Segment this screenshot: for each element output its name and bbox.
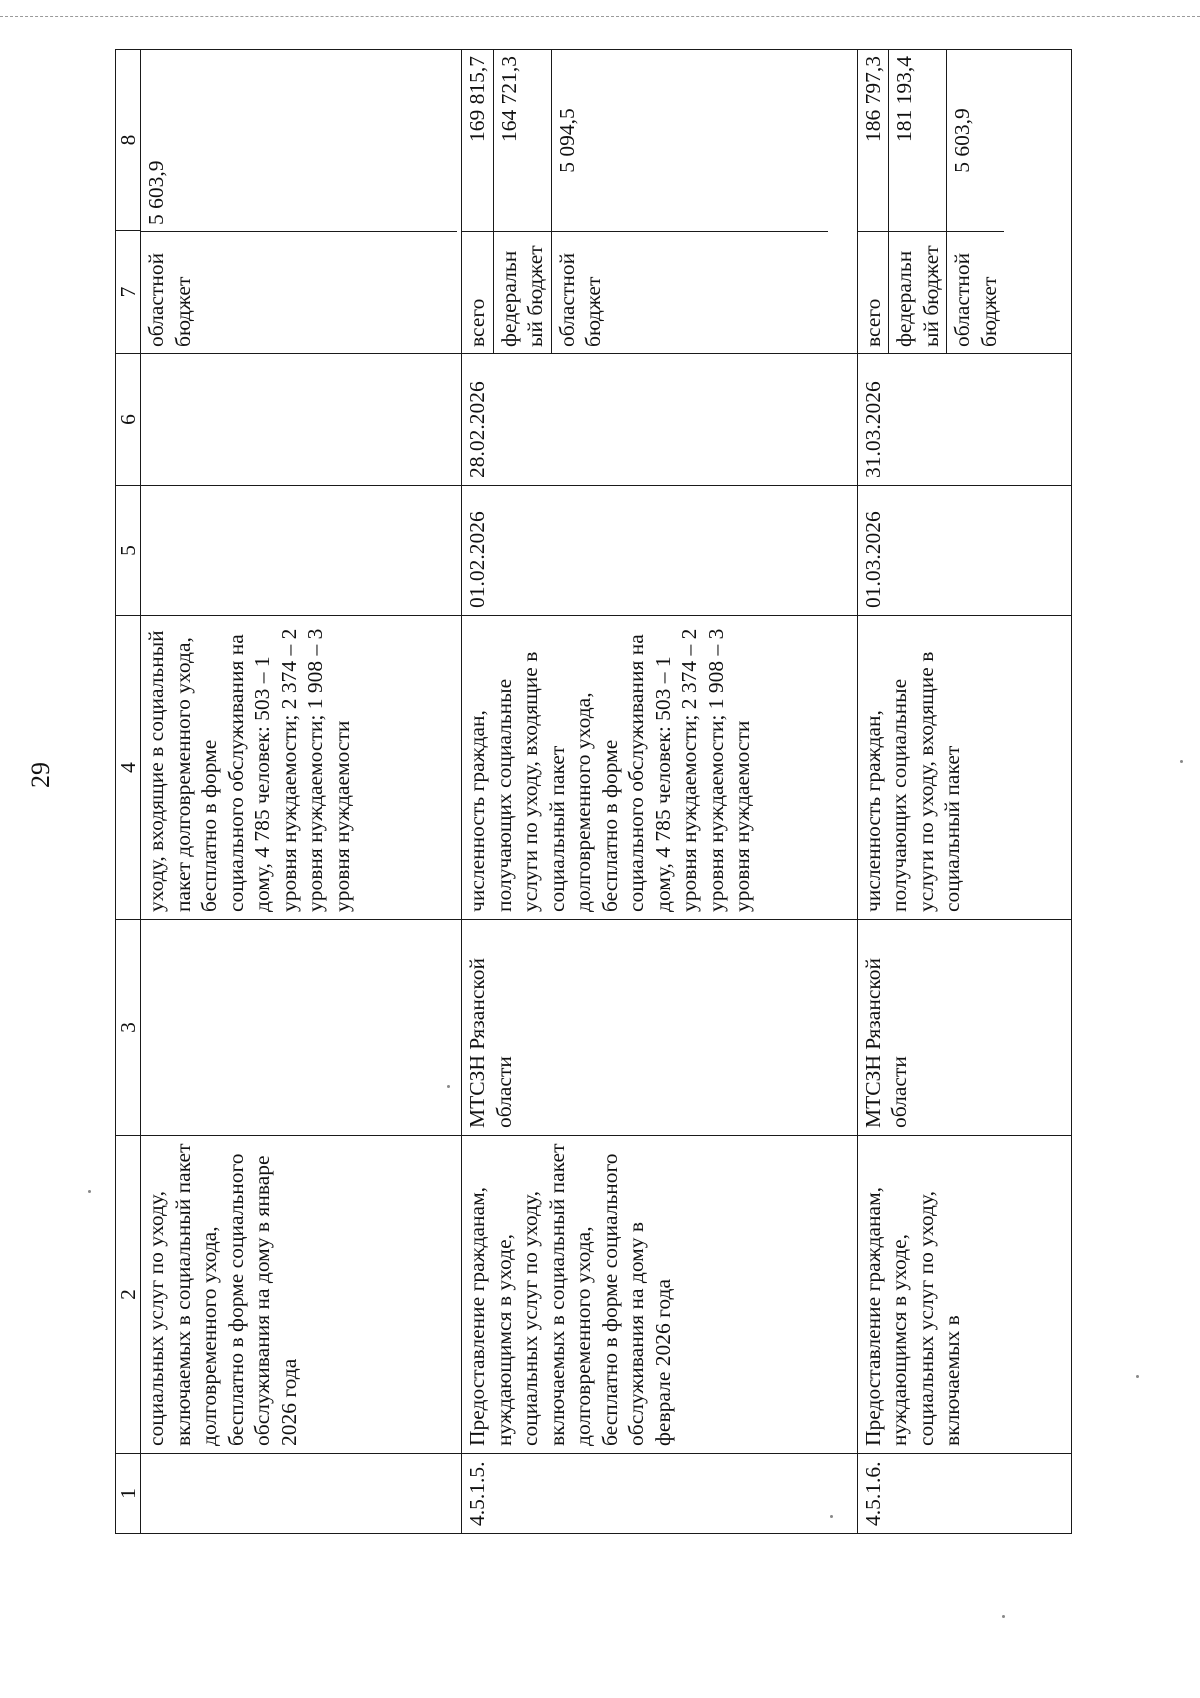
program-activities-table bbox=[115, 49, 1072, 1534]
funding-row bbox=[947, 50, 1004, 353]
cell-executor: МТСЗН Рязанской области bbox=[857, 920, 1071, 1136]
cell-activity-name: Предоставление гражданам, нуждающимся в уходе, социальных услуг по уходу, включаемых в bbox=[857, 1136, 1071, 1454]
page-number: 29 bbox=[26, 762, 55, 788]
cell-number: 4.5.1.5. bbox=[462, 1454, 857, 1534]
funding-row bbox=[494, 50, 552, 353]
cell-indicator: уходу, входящие в социальный пакет долговременного ухода, бесплатно в форме социального обслуживания на дому, 4 785 человек: 503 – 1 уровня нуждаемости; 2 374 – 2 уровня нуждаемости; 1 908 – 3 уровня нуждаемости bbox=[141, 616, 462, 920]
funding-amount: 5 094,5 bbox=[554, 108, 579, 173]
funding-source: областной бюджет bbox=[141, 231, 457, 353]
col-header-8: 8 bbox=[116, 134, 140, 146]
cell-activity-name: Предоставление гражданам, нуждающимся в уходе, социальных услуг по уходу, включаемых в социальный пакет долговременного ухода, бесплатно в форме социального обслуживания на дому в феврале 2026 года bbox=[462, 1136, 857, 1454]
cell-start-date: 01.03.2026 bbox=[857, 486, 1071, 616]
cell-funding bbox=[462, 50, 857, 354]
rotated-table-container bbox=[115, 50, 1072, 1534]
funding-source: всего bbox=[858, 231, 889, 353]
column-number-row bbox=[116, 50, 141, 1534]
col-header-1: 1 bbox=[116, 1454, 141, 1534]
funding-source: областной бюджет bbox=[947, 231, 1004, 353]
cell-end-date: 31.03.2026 bbox=[857, 354, 1071, 486]
scan-edge-line bbox=[0, 16, 1200, 17]
funding-row bbox=[462, 50, 494, 353]
funding-row bbox=[858, 50, 890, 353]
funding-amount: 5 603,9 bbox=[144, 160, 168, 225]
col-header-5: 5 bbox=[116, 486, 141, 616]
col-header-4: 4 bbox=[116, 616, 141, 920]
col-header-2: 2 bbox=[116, 1136, 141, 1454]
cell-start-date: 01.02.2026 bbox=[462, 486, 857, 616]
cell-activity-name: социальных услуг по уходу, включаемых в социальный пакет долговременного ухода, бесплатно в форме социального обслуживания на дому в январе 2026 года bbox=[141, 1136, 462, 1454]
table-row bbox=[462, 50, 857, 1534]
scan-speck bbox=[1136, 1375, 1139, 1378]
funding-amount: 186 797,3 bbox=[860, 56, 885, 142]
scan-speck bbox=[1180, 760, 1183, 763]
funding-source: всего bbox=[462, 231, 493, 353]
col-header-3: 3 bbox=[116, 920, 141, 1136]
cell-indicator: численность граждан, получающих социальные услуги по уходу, входящие в социальный пакет bbox=[857, 616, 1071, 920]
scan-speck bbox=[830, 1515, 833, 1518]
cell-funding bbox=[141, 50, 462, 354]
cell-start-date bbox=[141, 486, 462, 616]
cell-funding bbox=[857, 50, 1071, 354]
col-header-6: 6 bbox=[116, 354, 141, 486]
cell-end-date bbox=[141, 354, 462, 486]
funding-row bbox=[889, 50, 947, 353]
funding-amount: 181 193,4 bbox=[892, 56, 917, 142]
cell-end-date: 28.02.2026 bbox=[462, 354, 857, 486]
table-row bbox=[141, 50, 462, 1534]
cell-executor bbox=[141, 920, 462, 1136]
scan-speck bbox=[1002, 1615, 1005, 1618]
funding-row bbox=[141, 50, 457, 353]
funding-amount: 164 721,3 bbox=[496, 56, 521, 142]
table-row bbox=[857, 50, 1071, 1534]
cell-executor: МТСЗН Рязанской области bbox=[462, 920, 857, 1136]
funding-source: областной бюджет bbox=[552, 231, 828, 353]
cell-indicator: численность граждан, получающих социальные услуги по уходу, входящие в социальный пакет долговременного ухода, бесплатно в форме социального обслуживания на дому, 4 785 человек: 503 – 1 уровня нуждаемости; 2 374 – 2 уровня нуждаемости; 1 908 – 3 уровня нуждаемости bbox=[462, 616, 857, 920]
cell-number: 4.5.1.6. bbox=[857, 1454, 1071, 1534]
col-header-7: 7 bbox=[116, 230, 140, 353]
funding-source: федеральный бюджет bbox=[494, 231, 551, 353]
col-header-7-8 bbox=[116, 50, 141, 354]
funding-row bbox=[552, 50, 828, 353]
funding-amount: 169 815,7 bbox=[465, 56, 490, 142]
scan-speck bbox=[88, 1190, 91, 1193]
scan-speck bbox=[447, 1085, 450, 1088]
funding-source: федеральный бюджет bbox=[889, 231, 946, 353]
funding-amount: 5 603,9 bbox=[950, 108, 975, 173]
cell-number bbox=[141, 1454, 462, 1534]
